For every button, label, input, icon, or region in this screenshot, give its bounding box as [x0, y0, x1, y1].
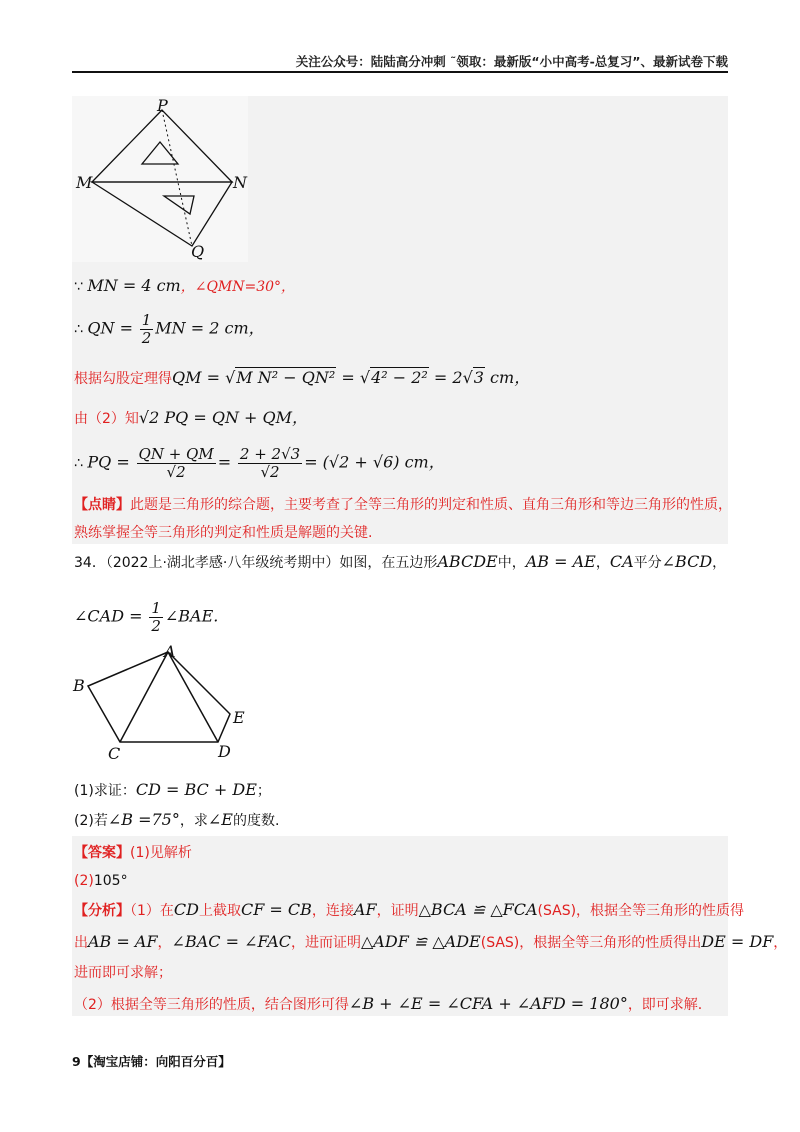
therefore-symbol: ∴: [74, 321, 88, 338]
math-pq-result: = (√2 + √6) cm，: [304, 452, 445, 472]
problem-34-line-1: 34．（2022上·湖北孝感·八年级统考期中）如图，在五边形ABCDE中，AB = AE，CA平分∠BCD，: [74, 552, 727, 571]
comment-tag: 【点睛】: [74, 497, 130, 513]
page-header: 关注公众号：陆陆高分冲刺 ˜领取：最新版“小中高考-总复习”、最新试卷下载: [295, 54, 728, 69]
analysis-line-1: 【分析】（1）在CD上截取CF = CB，连接AF，证明△BCA ≌ △FCA(SAS)，根据全等三角形的性质得: [74, 900, 745, 919]
problem-34-line-2: ∠CAD = $\frac{1}{2}$ ∠BAE.: [74, 599, 219, 635]
analysis-tag: 【分析】: [74, 903, 130, 919]
solution-line-5: ∴ PQ = $\frac{QN + QM}{√2}$ = $\frac{2 + 2√3}{√2}$ = (√2 + √6) cm，: [74, 445, 445, 481]
inner-triangle-lower: [164, 196, 194, 214]
comment-line-1: 【点睛】此题是三角形的综合题，主要考查了全等三角形的判定和性质、直角三角形和等边三角形的性质，: [74, 497, 732, 513]
answer-shade: [72, 836, 728, 1016]
solution-line-1: [74, 276, 295, 297]
inner-triangle-upper: [142, 142, 178, 164]
pythagoras-text: 根据勾股定理得: [74, 371, 172, 387]
math-pq-relation: √2 PQ = QN + QM，: [138, 408, 309, 427]
label-c: C: [108, 744, 121, 763]
math-mn: MN = 4 cm: [87, 276, 181, 295]
answer-line-2: (2)105°: [74, 873, 128, 889]
segment-ac: [120, 652, 168, 742]
label-m: M: [76, 173, 93, 192]
label-e: E: [233, 708, 245, 727]
page-footer: 9【淘宝店铺：向阳百分百】: [72, 1054, 231, 1069]
label-n: N: [233, 173, 247, 192]
pentagon-outline: [88, 652, 230, 742]
label-b: B: [73, 676, 85, 695]
question-2: (2)若∠B =75°，求∠E的度数.: [74, 810, 280, 829]
upper-triangle: [92, 110, 232, 182]
segment-ad: [168, 652, 218, 742]
label-a: A: [164, 642, 176, 661]
figure-triangle-rulers: [72, 96, 248, 264]
comment-line-2: 熟练掌握全等三角形的判定和性质是解题的关键.: [74, 525, 373, 541]
fraction-value: $\frac{2 + 2√3}{√2}$: [239, 445, 301, 481]
label-d: D: [218, 742, 231, 761]
header-rule: [72, 71, 728, 73]
problem-source: （2022上·湖北孝感·八年级统考期中）如图，在五边形: [105, 555, 438, 571]
dotted-line-pq: [162, 110, 192, 246]
label-p: P: [157, 96, 168, 115]
fraction-half: $\frac{1}{2}$: [141, 311, 152, 347]
problem-number: 34．: [74, 555, 106, 571]
from-part-2-text: 由（2）知: [74, 411, 139, 427]
math-qn-result: MN = 2 cm，: [155, 318, 265, 338]
fraction-half-2: $\frac{1}{2}$: [151, 599, 161, 635]
math-qn: QN =: [87, 318, 133, 338]
analysis-line-4: （2）根据全等三角形的性质，结合图形可得∠B + ∠E = ∠CFA + ∠AFD = 180°，即可求解.: [74, 994, 703, 1013]
analysis-line-2: 出AB = AF，∠BAC = ∠FAC，进而证明△ADF ≌ △ADE(SAS)，根据全等三角形的性质得出DE = DF，: [74, 932, 788, 951]
answer-line-1: 【答案】(1)见解析: [74, 845, 192, 861]
math-angle-qmn: ，∠QMN=30°，: [180, 279, 296, 295]
solution-line-2: [74, 312, 265, 347]
answer-tag: 【答案】: [74, 845, 130, 861]
label-q: Q: [191, 242, 205, 261]
lower-triangle: [92, 182, 232, 246]
fraction-qn-qm: $\frac{QN + QM}{√2}$: [138, 445, 214, 481]
because-symbol: ∵: [74, 279, 88, 295]
solution-line-4: [74, 408, 308, 429]
solution-line-3: 根据勾股定理得QM = √M N² − QN² = √4² − 2² = 2√3 cm，: [74, 368, 531, 387]
question-1: (1)求证：CD = BC + DE；: [74, 780, 271, 799]
analysis-line-3: 进而即可求解；: [74, 965, 172, 981]
